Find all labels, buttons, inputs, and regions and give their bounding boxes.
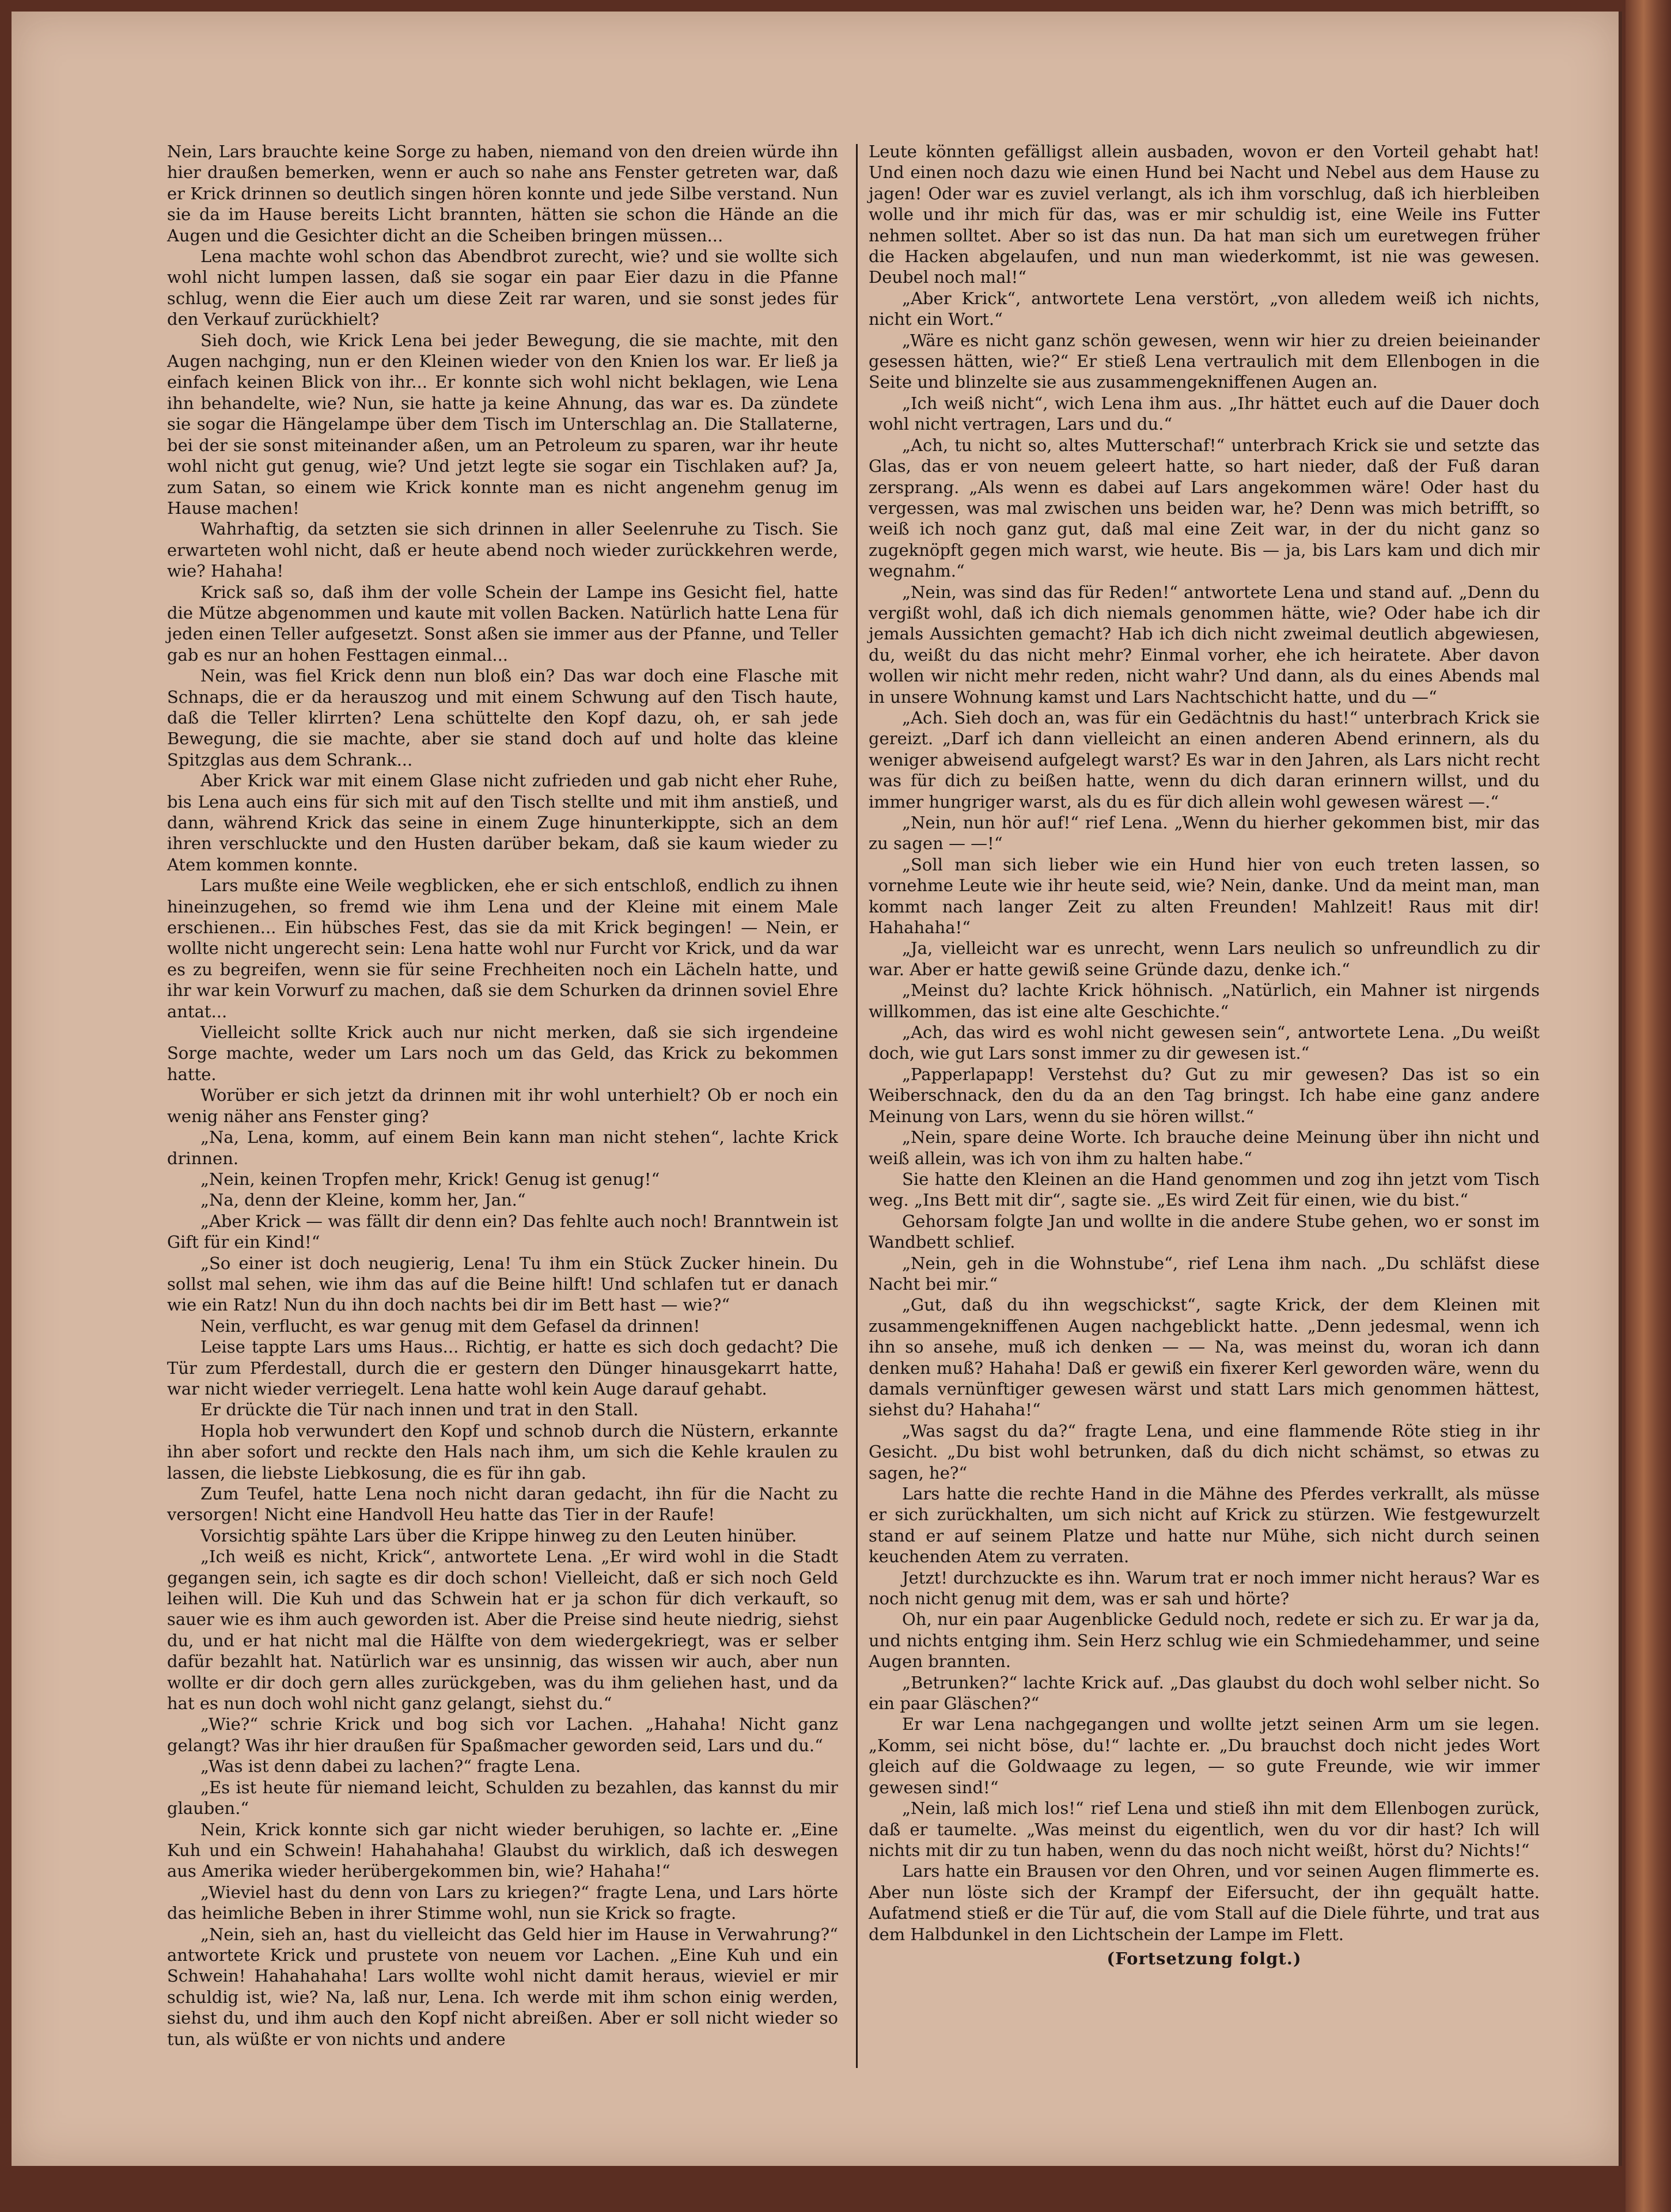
paragraph: „Nein, spare deine Worte. Ich brauche deine Meinung über ihn nicht und weiß allein, was ich von ihm zu halten habe.“ — [869, 1127, 1540, 1168]
paragraph: Krick saß so, daß ihm der volle Schein der Lampe ins Gesicht fiel, hatte die Mütze abgenommen und kaute mit vollen Backen. Natürlich hatte Lena für jeden einen Teller aufgesetzt. Sonst aßen sie immer aus der Pfanne, und Teller gab es nur an hohen Festtagen einmal... — [167, 582, 838, 665]
left-column — [167, 141, 838, 2050]
paragraph: „Ach, tu nicht so, altes Mutterschaf!“ unterbrach Krick sie und setzte das Glas, das er von neuem geleert hatte, so hart nieder, daß der Fuß daran zersprang. „Als wenn es dabei auf Lars angekommen wäre! Oder hast du vergessen, was mal zwischen uns beiden war, he? Denn was mich betrifft, so weiß ich noch ganz gut, daß mal eine Zeit war, in der du nicht ganz so zugeknöpft gegen mich warst, wie heute. Bis — ja, bis Lars kam und dich mir wegnahm.“ — [869, 435, 1540, 581]
right-column — [869, 141, 1540, 1969]
paragraph: Lars hatte die rechte Hand in die Mähne des Pferdes verkrallt, als müsse er sich zurückhalten, um sich nicht auf Krick zu stürzen. Wie festgewurzelt stand er auf seinem Platze und hatte nur Mühe, sich nicht durch seinen keuchenden Atem zu verraten. — [869, 1484, 1540, 1567]
paragraph: „Betrunken?“ lachte Krick auf. „Das glaubst du doch wohl selber nicht. So ein paar Gläschen?“ — [869, 1672, 1540, 1714]
paragraph: „Papperlapapp! Verstehst du? Gut zu mir gewesen? Das ist so ein Weiberschnack, den du da an den Tag bringst. Ich habe eine ganz andere Meinung von Lars, wenn du sie hören willst.“ — [869, 1064, 1540, 1126]
paragraph: Nein, Lars brauchte keine Sorge zu haben, niemand von den dreien würde ihn hier draußen bemerken, wenn er auch so nahe ans Fenster getreten war, daß er Krick drinnen so deutlich singen hören konnte und jede Silbe verstand. Nun sie da im Hause bereits Licht brannten, hätten sie schon die Hände an die Augen und die Gesichter dicht an die Scheiben bringen müssen... — [167, 142, 838, 245]
paragraph: Vorsichtig spähte Lars über die Krippe hinweg zu den Leuten hinüber. — [200, 1525, 797, 1546]
paragraph: Leise tappte Lars ums Haus... Richtig, er hatte es sich doch gedacht? Die Tür zum Pferdestall, durch die er gestern den Dünger hinausgekarrt hatte, war nicht wieder verriegelt. Lena hatte wohl kein Auge darauf gehabt. — [167, 1337, 838, 1399]
paragraph: „So einer ist doch neugierig, Lena! Tu ihm ein Stück Zucker hinein. Du sollst mal sehen, wie ihm das auf die Beine hilft! Und schlafen tut er danach wie ein Ratz! Nun du ihn doch nachts bei dir im Bett hast — wie?“ — [167, 1253, 838, 1315]
paragraph: „Aber Krick“, antwortete Lena verstört, „von alledem weiß ich nichts, nicht ein Wort.“ — [869, 288, 1540, 329]
paragraph: „Was ist denn dabei zu lachen?“ fragte Lena. — [200, 1756, 581, 1777]
paragraph: Zum Teufel, hatte Lena noch nicht daran gedacht, ihn für die Nacht zu versorgen! Nicht eine Handvoll Heu hatte das Tier in der Raufe! — [167, 1484, 838, 1525]
paragraph: Lars mußte eine Weile wegblicken, ehe er sich entschloß, endlich zu ihnen hineinzugehen, so fremd wie ihm Lena und der Kleine mit einem Male erschienen... Ein hübsches Fest, das sie da mit Krick begingen! — Nein, er wollte nicht ungerecht sein: Lena hatte wohl nur Furcht vor Krick, und da war es zu begreifen, wenn sie für seine Frechheiten noch ein Lächeln hatte, und ihr war kein Vorwurf zu machen, daß sie dem Schurken da drinnen soviel Ehre antat... — [167, 876, 838, 1021]
paragraph: Hopla hob verwundert den Kopf und schnob durch die Nüstern, erkannte ihn aber sofort und reckte den Hals nach ihm, um sich die Kehle kraulen zu lassen, die liebste Liebkosung, die es für ihn gab. — [167, 1421, 838, 1483]
paragraph: Nein, Krick konnte sich gar nicht wieder beruhigen, so lachte er. „Eine Kuh und ein Schwein! Hahahahaha! Glaubst du wirklich, daß ich deswegen aus Amerika wieder herübergekommen bin, wie? Hahaha!“ — [167, 1819, 838, 1881]
paragraph: Lars hatte ein Brausen vor den Ohren, und vor seinen Augen flimmerte es. Aber nun löste sich der Krampf der Eifersucht, der ihn gequält hatte. Aufatmend stieß er die Tür auf, die vom Stall auf die Diele führte, und trat aus dem Halbdunkel in den Lichtschein der Lampe im Flett. — [869, 1861, 1540, 1944]
paragraph: Sie hatte den Kleinen an die Hand genommen und zog ihn jetzt vom Tisch weg. „Ins Bett mit dir“, sagte sie. „Es wird Zeit für einen, wie du bist.“ — [869, 1169, 1540, 1210]
paragraph: Lena machte wohl schon das Abendbrot zurecht, wie? und sie wollte sich wohl nicht lumpen lassen, daß sie sogar ein paar Eier dazu in die Pfanne schlug, wenn die Eier auch um diese Zeit rar waren, und sie sonst jedes für den Verkauf zurückhielt? — [167, 247, 838, 329]
paragraph: „Aber Krick — was fällt dir denn ein? Das fehlte auch noch! Branntwein ist Gift für ein Kind!“ — [167, 1211, 838, 1252]
paragraph: „Gut, daß du ihn wegschickst“, sagte Krick, der dem Kleinen mit zusammengekniffenen Augen nachgeblickt hatte. „Denn jedesmal, wenn ich ihn so ansehe, muß ich denken — — Na, was meinst du, woran ich dann denken muß? Hahaha! Daß er gewiß ein fixerer Kerl geworden wäre, wenn du damals vernünftiger gewesen wärst und statt Lars mich genommen hättest, siehst du? Hahaha!“ — [869, 1295, 1540, 1420]
paragraph: Leute könnten gefälligst allein ausbaden, wovon er den Vorteil gehabt hat! Und einen noch dazu wie einen Hund bei Nacht und Nebel aus dem Hause zu jagen! Oder war es zuviel verlangt, als ich ihm vorschlug, daß ich hierbleiben wolle und ihr mich für das, was er mir schuldig ist, eine Weile ins Futter nehmen solltet. Aber so ist das nun. Da hat man sich um euretwegen früher die Hacken abgelaufen, und nun man wiederkommt, ist nie was gewesen. Deubel noch mal!“ — [869, 142, 1540, 287]
paragraph: Gehorsam folgte Jan und wollte in die andere Stube gehen, wo er sonst im Wandbett schlief. — [869, 1211, 1540, 1252]
paragraph: „Wäre es nicht ganz schön gewesen, wenn wir hier zu dreien beieinander gesessen hätten, wie?“ Er stieß Lena vertraulich mit dem Ellenbogen in die Seite und blinzelte sie aus zusammengekniffenen Augen an. — [869, 330, 1540, 392]
paragraph: „Nein, keinen Tropfen mehr, Krick! Genug ist genug!“ — [200, 1169, 660, 1189]
continuation-note: (Fortsetzung folgt.) — [1107, 1948, 1302, 1968]
book-spine — [1625, 0, 1671, 2212]
paragraph: Sieh doch, wie Krick Lena bei jeder Bewegung, die sie machte, mit den Augen nachging, nun er den Kleinen wieder von den Knien los war. Er ließ ja einfach keinen Blick von ihr... Er konnte sich wohl nicht beklagen, wie Lena ihn behandelte, wie? Nun, sie hatte ja keine Ahnung, das war es. Da zündete sie sogar die Hängelampe über dem Tisch im Unterschlag an. Die Stallaterne, bei der sie sonst miteinander aßen, um an Petroleum zu sparen, war ihr heute wohl nicht gut genug, wie? Und jetzt legte sie sogar ein Tischlaken auf? Ja, zum Satan, so einem wie Krick konnte man es nicht angenehm genug im Hause machen! — [167, 330, 838, 518]
paragraph: „Meinst du? lachte Krick höhnisch. „Natürlich, ein Mahner ist nirgends willkommen, das ist eine alte Geschichte.“ — [869, 980, 1540, 1021]
paragraph: Er war Lena nachgegangen und wollte jetzt seinen Arm um sie legen. „Komm, sei nicht böse, du!“ lachte er. „Du brauchst doch nicht jedes Wort gleich auf die Goldwaage zu legen, — so gute Freunde, wie wir immer gewesen sind!“ — [869, 1714, 1540, 1797]
paragraph: „Nein, was sind das für Reden!“ antwortete Lena und stand auf. „Denn du vergißt wohl, daß ich dich niemals genommen hätte, wie? Oder habe ich dir jemals Aussichten gemacht? Hab ich dich nicht zweimal deutlich abgewiesen, du, weißt du das nicht mehr? Einmal vorher, ehe ich heiratete. Aber davon wollen wir nicht mehr reden, nicht wahr? Und dann, als du eines Abends mal in unsere Wohnung kamst und Lars Nachtschicht hatte, und du —“ — [869, 582, 1540, 707]
paragraph: „Ach. Sieh doch an, was für ein Gedächtnis du hast!“ unterbrach Krick sie gereizt. „Darf ich dann vielleicht an einen anderen Abend erinnern, als du weniger abweisend aufgelegt warst? Es war in den Jahren, als Lars nicht recht was für dich zu beißen hatte, wenn du dich daran erinnern willst, und du immer hungriger warst, als du es für dich allein wohl gewesen wärest —.“ — [869, 707, 1540, 812]
paragraph: Aber Krick war mit einem Glase nicht zufrieden und gab nicht eher Ruhe, bis Lena auch eins für sich mit auf den Tisch stellte und mit ihm anstieß, und dann, während Krick das seine in einem Zuge hinunterkippte, sich an dem ihren verschluckte und den Husten darüber bekam, daß sie kaum wieder zu Atem kommen konnte. — [167, 771, 838, 874]
column-divider — [856, 144, 858, 2068]
paragraph: Oh, nur ein paar Augenblicke Geduld noch, redete er sich zu. Er war ja da, und nichts entging ihm. Sein Herz schlug wie ein Schmiedehammer, und seine Augen brannten. — [869, 1609, 1540, 1672]
paragraph: „Wieviel hast du denn von Lars zu kriegen?“ fragte Lena, und Lars hörte das heimliche Beben in ihrer Stimme wohl, nun sie Krick so fragte. — [167, 1882, 838, 1923]
paragraph: „Ja, vielleicht war es unrecht, wenn Lars neulich so unfreundlich zu dir war. Aber er hatte gewiß seine Gründe dazu, denke ich.“ — [869, 938, 1540, 979]
paragraph: „Ich weiß nicht“, wich Lena ihm aus. „Ihr hättet euch auf die Dauer doch wohl nicht vertragen, Lars und du.“ — [869, 393, 1540, 434]
paragraph: „Wie?“ schrie Krick und bog sich vor Lachen. „Hahaha! Nicht ganz gelangt? Was ihr hier draußen für Spaßmacher geworden seid, Lars und du.“ — [167, 1714, 838, 1755]
paragraph: „Nein, sieh an, hast du vielleicht das Geld hier im Hause in Verwahrung?“ antwortete Krick und prustete von neuem vor Lachen. „Eine Kuh und ein Schwein! Hahahahaha! Lars wollte wohl nicht damit heraus, wieviel er mir schuldig ist, wie? Na, laß nur, Lena. Ich werde mit ihm schon einig werden, siehst du, und ihm auch den Kopf nicht abreißen. Aber er soll nicht wieder so tun, als wüßte er von nichts und andere — [167, 1924, 838, 2049]
paragraph: „Ach, das wird es wohl nicht gewesen sein“, antwortete Lena. „Du weißt doch, wie gut Lars sonst immer zu dir gewesen ist.“ — [869, 1022, 1540, 1063]
paragraph: „Nein, laß mich los!“ rief Lena und stieß ihn mit dem Ellenbogen zurück, daß er taumelte. „Was meinst du eigentlich, wen du vor dir hast? Ich will nichts mit dir zu tun haben, wenn du das noch nicht weißt, hörst du? Nichts!“ — [869, 1798, 1540, 1860]
paragraph: „Es ist heute für niemand leicht, Schulden zu bezahlen, das kannst du mir glauben.“ — [167, 1777, 838, 1819]
paragraph: Jetzt! durchzuckte es ihn. Warum trat er noch immer nicht heraus? War es noch nicht genug mit dem, was er sah und hörte? — [869, 1567, 1540, 1609]
paragraph: „Nein, geh in die Wohnstube“, rief Lena ihm nach. „Du schläfst diese Nacht bei mir.“ — [869, 1253, 1540, 1294]
paragraph: Nein, verflucht, es war genug mit dem Gefasel da drinnen! — [200, 1316, 700, 1336]
paragraph: „Was sagst du da?“ fragte Lena, und eine flammende Röte stieg in ihr Gesicht. „Du bist wohl betrunken, daß du dich nicht schämst, so etwas zu sagen, he?“ — [869, 1421, 1540, 1483]
paragraph: „Na, denn der Kleine, komm her, Jan.“ — [200, 1190, 526, 1210]
paragraph: „Soll man sich lieber wie ein Hund hier von euch treten lassen, so vornehme Leute wie ihr heute seid, wie? Nein, danke. Und da meint man, man kommt nach langer Zeit zu alten Freunden! Mahlzeit! Raus mit dir! Hahahaha!“ — [869, 854, 1540, 938]
paragraph: „Na, Lena, komm, auf einem Bein kann man nicht stehen“, lachte Krick drinnen. — [167, 1127, 838, 1168]
paragraph: Worüber er sich jetzt da drinnen mit ihr wohl unterhielt? Ob er noch ein wenig näher ans Fenster ging? — [167, 1085, 838, 1126]
paragraph: Nein, was fiel Krick denn nun bloß ein? Das war doch eine Flasche mit Schnaps, die er da herauszog und mit einem Schwung auf den Tisch haute, daß die Teller klirrten? Lena schüttelte den Kopf dazu, oh, er sah jede Bewegung, die sie machte, aber sie stand doch auf und holte das kleine Spitzglas aus dem Schrank... — [167, 666, 838, 770]
paragraph: Vielleicht sollte Krick auch nur nicht merken, daß sie sich irgendeine Sorge machte, weder um Lars noch um das Geld, das Krick zu bekommen hatte. — [167, 1022, 838, 1084]
paragraph: „Nein, nun hör auf!“ rief Lena. „Wenn du hierher gekommen bist, mir das zu sagen — —!“ — [869, 813, 1540, 854]
paragraph: Er drückte die Tür nach innen und trat in den Stall. — [200, 1400, 639, 1420]
paragraph: „Ich weiß es nicht, Krick“, antwortete Lena. „Er wird wohl in die Stadt gegangen sein, ich sagte es dir doch schon! Vielleicht, daß er sich noch Geld leihen will. Die Kuh und das Schwein hat er ja schon für dich verkauft, so sauer wie es ihm auch geworden ist. Aber die Preise sind heute niedrig, siehst du, und er hat nicht mal die Hälfte von dem wiedergekriegt, was er selber dafür bezahlt hat. Natürlich war es unsinnig, das wissen wir auch, aber nun wollte er dir doch gern alles zurückgeben, was du ihm geliehen hast, und da hat es nun doch wohl nicht ganz gelangt, siehst du.“ — [167, 1547, 838, 1714]
paragraph: Wahrhaftig, da setzten sie sich drinnen in aller Seelenruhe zu Tisch. Sie erwarteten wohl nicht, daß er heute abend noch wieder zurückkehren werde, wie? Hahaha! — [167, 519, 838, 581]
